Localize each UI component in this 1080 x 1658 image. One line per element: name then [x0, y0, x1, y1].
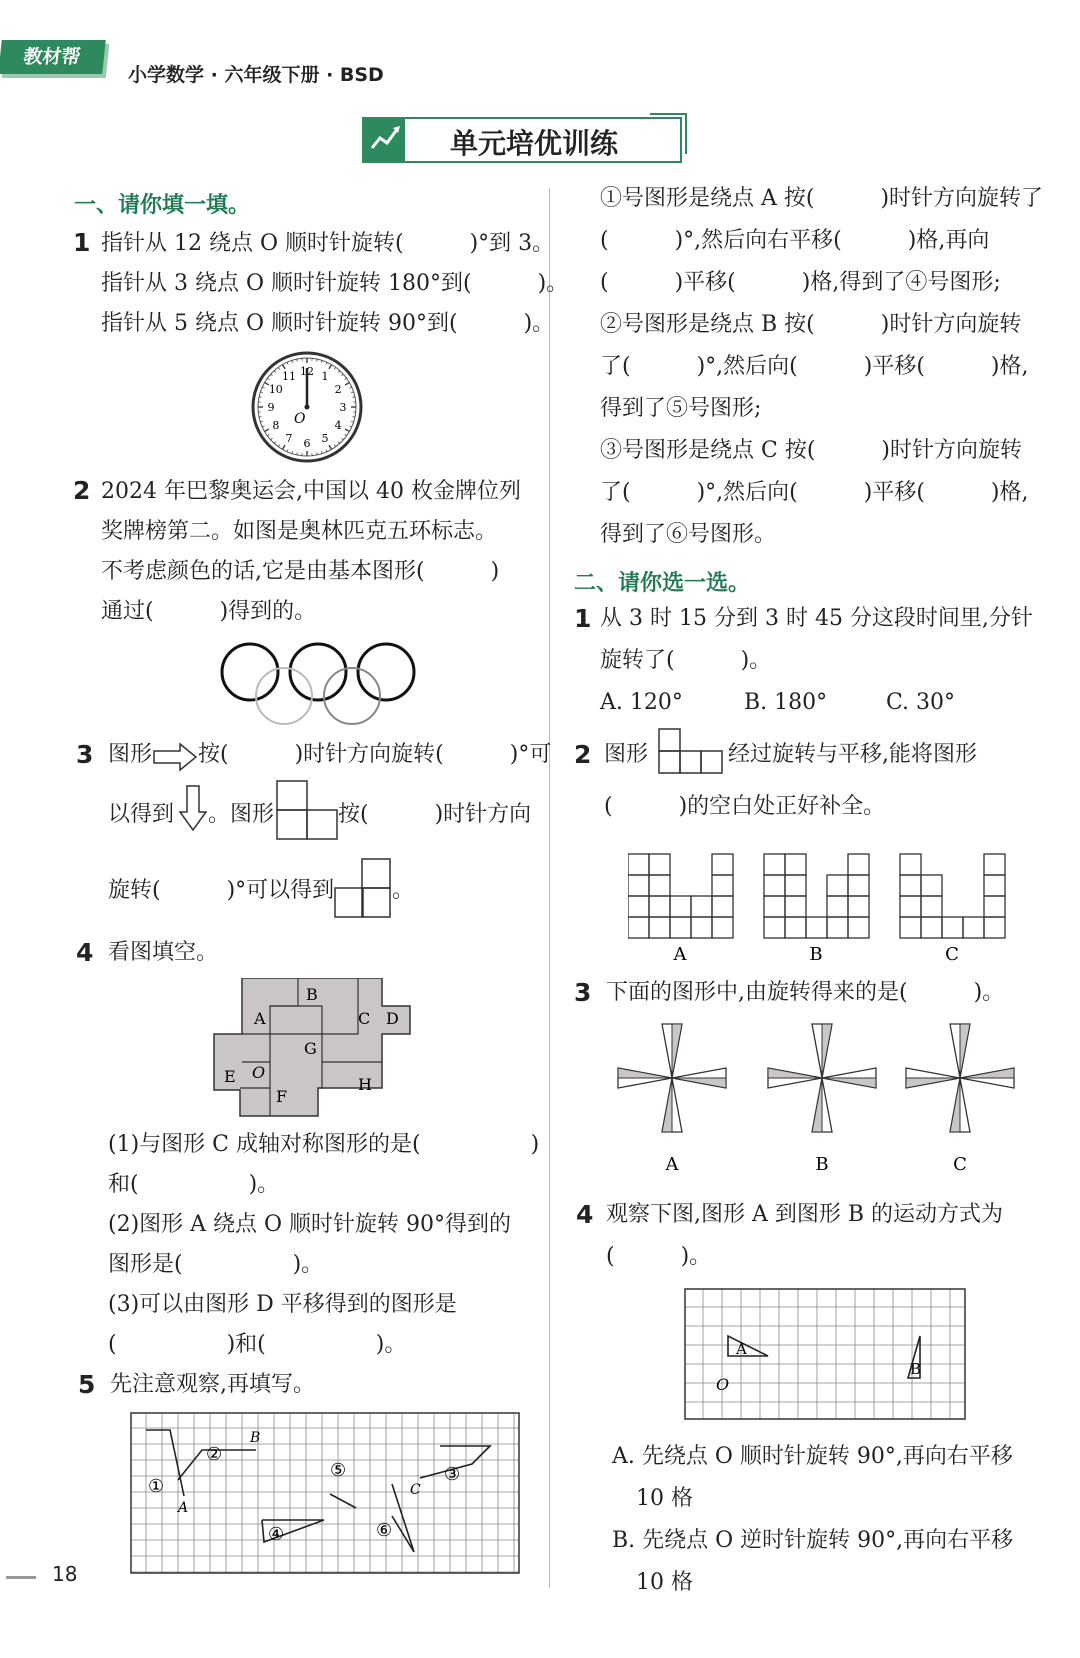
clock-number: 10 [268, 383, 283, 396]
block-cell [848, 875, 869, 896]
q1-line-2: 指针从 3 绕点 O 顺时针旋转 180°到( )。 [101, 271, 569, 296]
question-number: 1 [73, 228, 91, 257]
q2-line-4: 通过( )得到的。 [101, 599, 317, 624]
q2-line-1: 2024 年巴黎奥运会,中国以 40 枚金牌位列 [101, 479, 521, 504]
pinwheel-shade [618, 1068, 672, 1078]
rq1-line-2: 旋转了( )。 [600, 648, 772, 673]
clock-tick [297, 359, 298, 361]
block-cell [785, 854, 806, 875]
header [0, 40, 110, 80]
question-number: 4 [576, 1200, 594, 1229]
pinwheel-shade [662, 1078, 672, 1132]
q4-line-2: 和( )。 [108, 1172, 280, 1197]
point-label: A [178, 1500, 189, 1516]
point-label: C [410, 1482, 421, 1498]
block-cell [827, 896, 848, 917]
q4-line-5: (3)可以由图形 D 平移得到的图形是 [108, 1292, 457, 1317]
column-divider [549, 188, 550, 1588]
triangle-label-a: A [736, 1340, 747, 1358]
block-cell [712, 896, 733, 917]
piece-label: E [224, 1067, 236, 1086]
option-label: C [945, 944, 959, 965]
question-number: 3 [76, 740, 94, 769]
shape-5 [330, 1494, 356, 1508]
grid-figure-q5 [130, 1412, 522, 1576]
pinwheel-shade [822, 1078, 876, 1088]
clock-number: 5 [321, 432, 329, 446]
rq1-option-c[interactable]: C. 30° [886, 690, 956, 715]
block-cell [649, 875, 670, 896]
question-number: 5 [78, 1370, 96, 1399]
block-cell [764, 896, 785, 917]
q5-title: 先注意观察,再填写。 [110, 1372, 315, 1397]
clock-number: 2 [334, 383, 342, 396]
clock-tick [317, 452, 318, 454]
clock-number: 3 [339, 401, 347, 414]
block-cell [628, 917, 649, 938]
piece-label: B [306, 985, 318, 1004]
block-cell [712, 875, 733, 896]
block-cell [921, 917, 942, 938]
q3-text-5: 按( )时针方向 [338, 802, 532, 827]
q3-text-1: 图形 [108, 742, 153, 767]
question-number: 2 [574, 740, 592, 769]
piece-label: O [252, 1063, 266, 1082]
rq2-text-1: 图形 [604, 742, 649, 767]
pinwheel-shade [672, 1078, 726, 1088]
pinwheel-shade [812, 1078, 822, 1132]
block-cell [691, 917, 712, 938]
blocks-figure-options [628, 836, 1028, 966]
brand-label: 教材帮 [22, 46, 82, 68]
q4-line-1: (1)与图形 C 成轴对称图形的是( ) [108, 1132, 540, 1157]
q1-line-1: 指针从 12 绕点 O 顺时针旋转( )°到 3。 [101, 231, 555, 256]
shape-label: ① [148, 1476, 165, 1497]
square-shape-1 [276, 780, 338, 840]
block-cell [900, 896, 921, 917]
q2-line-2: 奖牌榜第二。如图是奥林匹克五环标志。 [101, 519, 498, 544]
clock-number: 6 [303, 437, 311, 450]
point-label: B [250, 1430, 261, 1446]
block-cell [848, 896, 869, 917]
pinwheel-shade [768, 1068, 822, 1078]
clock-tick [259, 397, 261, 398]
block-cell [806, 917, 827, 938]
block-cell [963, 917, 984, 938]
unit-title: 单元培优训练 [450, 127, 619, 160]
triangle-label-b: B [910, 1360, 922, 1378]
piece-label: A [254, 1009, 266, 1028]
unit-title-banner [360, 110, 690, 168]
shape-label: ③ [444, 1464, 461, 1485]
page-marker [6, 1576, 36, 1579]
rq2-text-2: 经过旋转与平移,能将图形 [728, 742, 977, 767]
block-cell [984, 917, 1005, 938]
question-number: 3 [574, 978, 592, 1007]
block-cell [848, 917, 869, 938]
pinwheel-figures [616, 1018, 1036, 1178]
rq4-option-a[interactable]: A. 先绕点 O 顺时针旋转 90°,再向右平移 [612, 1444, 1013, 1469]
pinwheel-shade [672, 1024, 682, 1078]
block-cell [785, 917, 806, 938]
shape-label: ⑤ [330, 1460, 347, 1481]
shape-label: ④ [268, 1524, 285, 1545]
clock-tick [259, 417, 261, 418]
puzzle-figure [210, 978, 442, 1130]
rq1-option-b[interactable]: B. 180° [744, 690, 828, 715]
pinwheel-shade [960, 1068, 1014, 1078]
series-title: 小学数学 · 六年级下册 · BSD [128, 64, 384, 86]
block-cell [785, 896, 806, 917]
page-number: 18 [52, 1562, 78, 1586]
rq4-line-1: 观察下图,图形 A 到图形 B 的运动方式为 [606, 1202, 1004, 1227]
block-option[interactable] [764, 854, 869, 965]
rq4-option-a-cont: 10 格 [636, 1486, 693, 1511]
q5-cont-line-4: ②号图形是绕点 B 按( )时针方向旋转 [600, 312, 1022, 337]
pinwheel-option[interactable] [768, 1024, 876, 1175]
block-cell [848, 854, 869, 875]
block-cell [764, 917, 785, 938]
block-cell [942, 917, 963, 938]
option-label: C [953, 1154, 967, 1175]
clock-number: 8 [272, 419, 280, 432]
block-cell [900, 854, 921, 875]
rq1-line-1: 从 3 时 15 分到 3 时 45 分这段时间里,分针 [600, 606, 1033, 631]
piece-label: C [358, 1009, 371, 1028]
q5-cont-line-5: 了( )°,然后向( )平移( )格, [600, 354, 1029, 379]
clock-number: 4 [334, 419, 342, 432]
triangle-a [728, 1336, 768, 1356]
block-cell [827, 917, 848, 938]
clock-tick [297, 452, 298, 454]
shape-label: ⑥ [376, 1520, 393, 1541]
q1-line-3: 指针从 5 绕点 O 顺时针旋转 90°到( )。 [101, 311, 555, 336]
block-cell [691, 896, 712, 917]
block-cell [764, 875, 785, 896]
q3-text-6: 旋转( )°可以得到 [108, 878, 335, 903]
question-number: 4 [76, 938, 94, 967]
block-cell [670, 917, 691, 938]
rq1-option-a[interactable]: A. 120° [600, 690, 683, 715]
pinwheel-option[interactable] [618, 1024, 726, 1175]
rq3-text: 下面的图形中,由旋转得来的是( )。 [606, 980, 1005, 1005]
block-cell [628, 875, 649, 896]
pinwheel-shade [950, 1078, 960, 1132]
pinwheel-shade [906, 1078, 960, 1088]
shape-label: ② [206, 1444, 223, 1465]
q5-cont-line-6: 得到了⑤号图形; [600, 396, 762, 421]
grid-figure-rq4 [684, 1288, 968, 1422]
option-label: A [665, 1154, 679, 1175]
block-cell [900, 917, 921, 938]
clock-number: 12 [300, 365, 314, 378]
q5-cont-line-2: ( )°,然后向右平移( )格,再向 [600, 228, 990, 253]
clock-tick [352, 397, 354, 398]
option-label: B [815, 1154, 829, 1175]
clock-number: 7 [285, 432, 293, 446]
q3-text-7: 。 [392, 878, 415, 903]
square-shape-2 [334, 858, 392, 918]
pinwheel-shade [822, 1024, 832, 1078]
clock-number: 11 [282, 369, 296, 383]
block-cell [670, 896, 691, 917]
question-number: 1 [574, 604, 592, 633]
section-title-choose: 二、请你选一选。 [574, 571, 751, 596]
clock-number: 9 [267, 401, 275, 414]
block-cell [984, 875, 1005, 896]
block-cell [921, 875, 942, 896]
rq4-option-b[interactable]: B. 先绕点 O 逆时针旋转 90°,再向右平移 [612, 1528, 1014, 1553]
rq4-option-b-cont: 10 格 [636, 1570, 693, 1595]
q4-line-6: ( )和( )。 [108, 1332, 407, 1357]
q3-text-4: 。图形 [208, 802, 275, 827]
block-cell [649, 896, 670, 917]
point-label-o: O [716, 1375, 730, 1394]
block-cell [827, 875, 848, 896]
clock-tick [352, 417, 354, 418]
option-label: B [809, 944, 823, 965]
q4-line-4: 图形是( )。 [108, 1252, 324, 1277]
q4-line-3: (2)图形 A 绕点 O 顺时针旋转 90°得到的 [108, 1212, 512, 1237]
q4-title: 看图填空。 [108, 940, 219, 965]
q3-text-3: 以得到 [108, 802, 175, 827]
block-cell [712, 854, 733, 875]
clock-center-label: O [294, 411, 306, 427]
block-option[interactable] [628, 854, 733, 965]
q2-line-3: 不考虑颜色的话,它是由基本图形( ) [101, 559, 500, 584]
option-label: A [673, 944, 687, 965]
block-cell [785, 875, 806, 896]
down-arrow-shape [178, 784, 208, 832]
q5-cont-line-3: ( )平移( )格,得到了④号图形; [600, 270, 1001, 295]
block-cell [984, 854, 1005, 875]
clock-face [250, 350, 364, 464]
rq4-line-2: ( )。 [606, 1244, 712, 1269]
l-tetromino-shape [658, 728, 724, 778]
clock-tick [317, 359, 318, 361]
block-cell [984, 896, 1005, 917]
block-cell [649, 854, 670, 875]
block-cell [921, 896, 942, 917]
clock-number: 1 [321, 369, 329, 383]
piece-label: G [304, 1039, 317, 1058]
right-arrow-shape [152, 742, 198, 772]
pinwheel-option[interactable] [906, 1024, 1014, 1175]
block-cell [628, 896, 649, 917]
piece-label: F [276, 1087, 288, 1106]
piece-label: D [386, 1009, 399, 1028]
q5-cont-line-1: ①号图形是绕点 A 按( )时针方向旋转了 [600, 186, 1044, 211]
block-cell [764, 854, 785, 875]
q5-cont-line-8: 了( )°,然后向( )平移( )格, [600, 480, 1029, 505]
olympic-rings [215, 630, 425, 730]
block-option[interactable] [900, 854, 1005, 965]
block-cell [712, 917, 733, 938]
block-cell [900, 875, 921, 896]
block-cell [649, 917, 670, 938]
pinwheel-shade [960, 1024, 970, 1078]
q5-cont-line-9: 得到了⑥号图形。 [600, 522, 777, 547]
rq2-line-2: ( )的空白处正好补全。 [604, 794, 886, 819]
block-cell [628, 854, 649, 875]
section-title-fill: 一、请你填一填。 [74, 193, 251, 218]
q3-text-2: 按( )时针方向旋转( )°可 [198, 742, 552, 767]
q5-cont-line-7: ③号图形是绕点 C 按( )时针方向旋转 [600, 438, 1022, 463]
piece-label: H [358, 1075, 372, 1094]
brand-tab [0, 40, 106, 74]
question-number: 2 [73, 476, 91, 505]
